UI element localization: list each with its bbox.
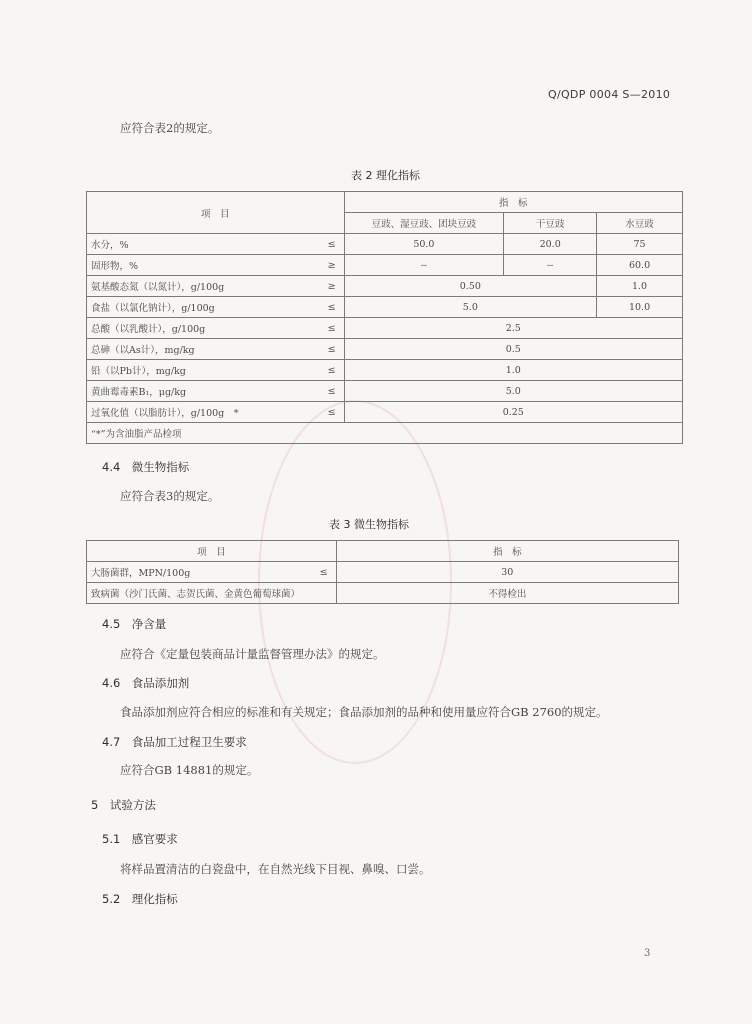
section-5-2-heading: 5.2 理化指标: [102, 892, 178, 906]
row-symbol: ≤: [306, 339, 344, 360]
section-4-6-heading: 4.6 食品添加剂: [102, 676, 190, 690]
row-value: 5.0: [344, 381, 682, 402]
section-4-4-body: 应符合表3的规定。: [120, 489, 220, 503]
page-number: 3: [644, 948, 651, 959]
table-row: [87, 339, 683, 360]
table-row: [87, 360, 683, 381]
table3: [86, 540, 679, 604]
table2-col-header: 豆豉、湿豆豉、团块豆豉: [344, 213, 504, 234]
table2-col-header: 干豆豉: [504, 213, 597, 234]
table2-indicator-header: 指 标: [344, 192, 682, 213]
table-row: [87, 381, 683, 402]
row-value: 20.0: [504, 234, 597, 255]
row-value: 30: [336, 562, 678, 583]
table-row: [87, 318, 683, 339]
row-name: 过氧化值（以脂肪计），g/100g *: [87, 402, 307, 423]
row-value: --: [344, 255, 504, 276]
section-4-4-heading: 4.4 微生物指标: [102, 460, 190, 474]
section-4-6-body: 食品添加剂应符合相应的标准和有关规定；食品添加剂的品种和使用量应符合GB 2760的规定。: [120, 705, 608, 719]
row-name: 水分，%: [87, 234, 307, 255]
row-symbol: ≤: [311, 562, 336, 583]
section-4-7-body: 应符合GB 14881的规定。: [120, 763, 259, 777]
table-row: [87, 255, 683, 276]
table2-col-header: 水豆豉: [597, 213, 683, 234]
table2-item-header: 项 目: [87, 192, 345, 234]
standard-code: Q/QDP 0004 S—2010: [548, 88, 671, 101]
row-value: 不得检出: [336, 583, 678, 604]
row-name: 氨基酸态氮（以氮计），g/100g: [87, 276, 307, 297]
row-value: 0.50: [344, 276, 597, 297]
row-value: 2.5: [344, 318, 682, 339]
row-value: 60.0: [597, 255, 683, 276]
table-row: [87, 276, 683, 297]
row-symbol: ≥: [306, 255, 344, 276]
row-value: 50.0: [344, 234, 504, 255]
table-row: [87, 234, 683, 255]
row-symbol: ≤: [306, 318, 344, 339]
section-4-7-heading: 4.7 食品加工过程卫生要求: [102, 735, 247, 749]
table-row: [87, 297, 683, 318]
row-name: 食盐（以氯化钠计），g/100g: [87, 297, 307, 318]
row-name: 总酸（以乳酸计），g/100g: [87, 318, 307, 339]
row-value: 0.25: [344, 402, 682, 423]
table-row: [87, 583, 679, 604]
row-symbol: ≥: [306, 276, 344, 297]
row-name: 固形物，%: [87, 255, 307, 276]
table2: [86, 191, 683, 444]
row-name: 致病菌（沙门氏菌、志贺氏菌、金黄色葡萄球菌）: [87, 583, 337, 604]
section-4-5-heading: 4.5 净含量: [102, 617, 167, 631]
row-value: 0.5: [344, 339, 682, 360]
row-value: 75: [597, 234, 683, 255]
section-5-1-heading: 5.1 感官要求: [102, 832, 178, 846]
table2-caption: 表 2 理化指标: [351, 169, 420, 182]
section-4-5-body: 应符合《定量包装商品计量监督管理办法》的规定。: [120, 647, 385, 661]
row-name: 大肠菌群，MPN/100g: [87, 562, 312, 583]
row-symbol: ≤: [306, 297, 344, 318]
row-name: 总砷（以As计），mg/kg: [87, 339, 307, 360]
table3-caption: 表 3 微生物指标: [329, 518, 409, 531]
row-value: 5.0: [344, 297, 597, 318]
section-5-heading: 5 试验方法: [91, 798, 156, 812]
table2-note: “*”为含油脂产品检项: [87, 423, 683, 444]
row-name: 铅（以Pb计），mg/kg: [87, 360, 307, 381]
row-value: 1.0: [597, 276, 683, 297]
row-symbol: ≤: [306, 360, 344, 381]
row-value: 1.0: [344, 360, 682, 381]
row-symbol: ≤: [306, 381, 344, 402]
row-symbol: ≤: [306, 402, 344, 423]
table3-indicator-header: 指 标: [336, 541, 678, 562]
table-row: [87, 562, 679, 583]
row-name: 黄曲霉毒素B₁，μg/kg: [87, 381, 307, 402]
table-row: [87, 402, 683, 423]
row-value: 10.0: [597, 297, 683, 318]
section-5-1-body: 将样品置清洁的白瓷盘中，在自然光线下目视、鼻嗅、口尝。: [120, 862, 431, 876]
table3-item-header: 项 目: [87, 541, 337, 562]
row-symbol: ≤: [306, 234, 344, 255]
row-value: --: [504, 255, 597, 276]
intro-text: 应符合表2的规定。: [120, 121, 220, 135]
